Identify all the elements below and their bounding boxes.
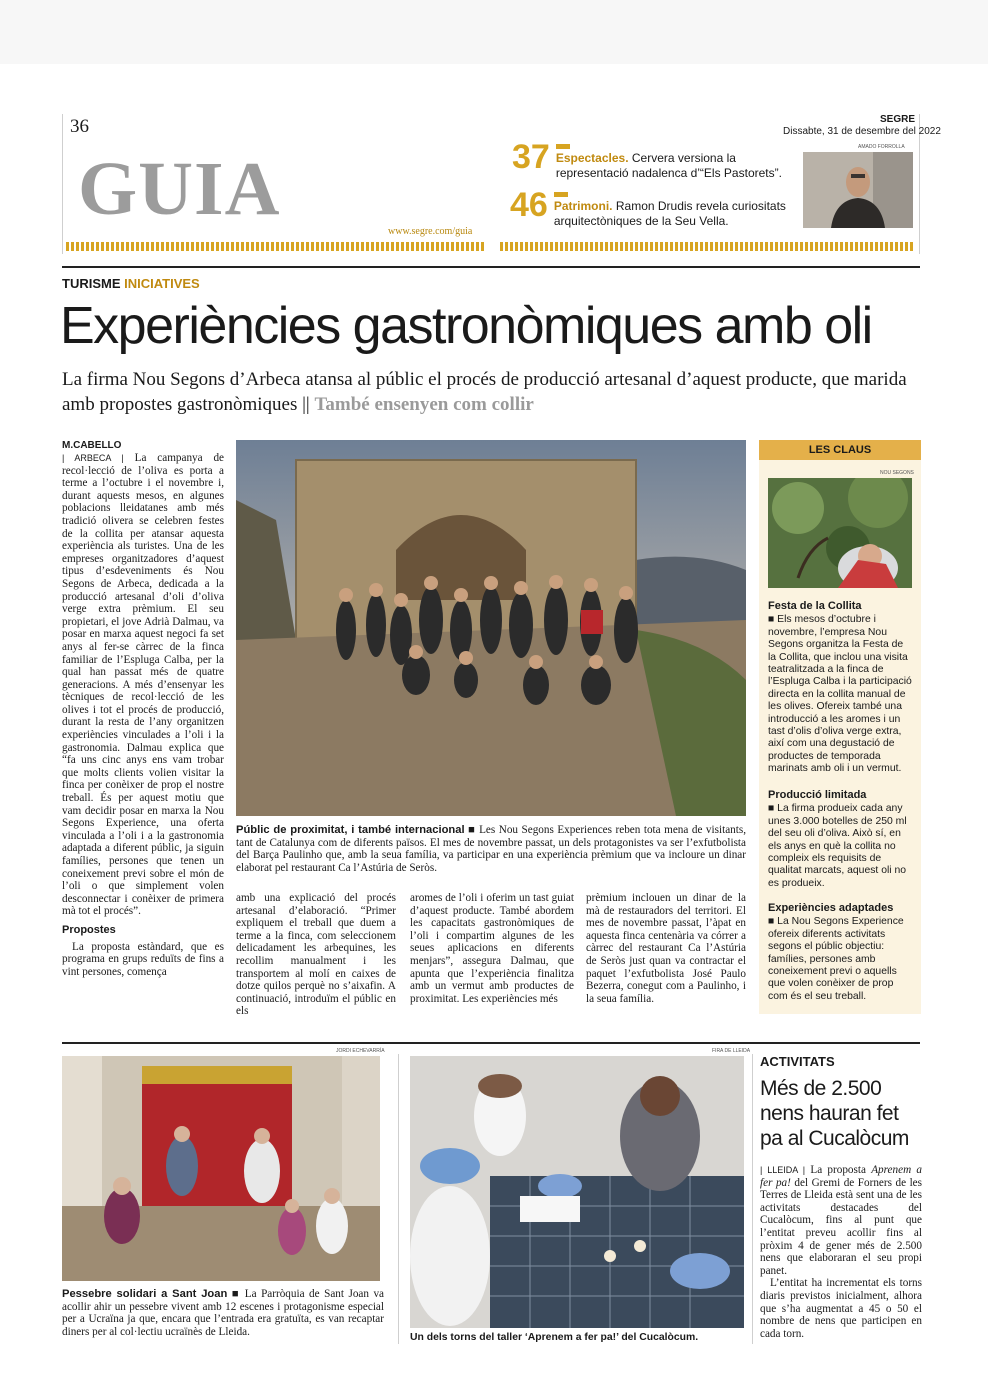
subhead-main: La firma Nou Segons d’Arbeca atansa al públic el procés de producció artesanal d’aquest producte, que marida amb propostes gastronòmiques || (62, 369, 907, 415)
bread-workshop-photo (410, 1056, 744, 1328)
teaser-category: Espectacles. (555, 151, 629, 165)
column-4-text: prèmium inclouen un dinar de la mà de restauradors del territori. El mes de novembre passat, l’àpat en aquesta finca centenària va córrer a càrrec del restaurant Ca l’Astúria de Seròs just quan va contractar el paquet l’exfutbolista José Paulo Bezerra, conegut com a Paulinho, i la seua família. (586, 892, 746, 1005)
sidebar-item-title: Experiències adaptades (768, 902, 894, 914)
teaser-dash (554, 192, 568, 197)
activitats-headline: Més de 2.500 nens hauran fet pa al Cucalòcum (760, 1077, 909, 1150)
activitats-body (760, 1164, 922, 1340)
newspaper-page (0, 64, 988, 1400)
header-frame-left (62, 114, 63, 254)
photo1-caption (62, 1288, 384, 1338)
kicker-topic: INICIATIVES (124, 276, 200, 291)
caption-text: Les Nou Segons Experiences reben tota mena de visitants, tant de Catalunya com de diferents països. El mes de novembre passat, un dels protagonistes va ser l’exfutbolista del Barça Paulinho que, amb la seua família, va participar en una experiència prèmium que va incloure un dinar elaborat pel restaurant Ca l’Astúria de Seròs. (236, 824, 747, 874)
workshop-illustration (410, 1056, 744, 1328)
main-photo (236, 440, 746, 816)
top-margin-band (0, 0, 988, 64)
teaser-page-number: 46 (510, 186, 548, 224)
nativity-photo (62, 1056, 380, 1281)
sidebar-item-title: Festa de la Collita (768, 600, 862, 612)
sidebar-item-text: La Nou Segons Experience ofereix diferents activitats segons el públic objectiu: famílies, persones amb coneixement previ o aquells que volen conèixer de prop com és el seu treball. (768, 916, 904, 1002)
bullet-square: ■ (768, 614, 778, 626)
column-divider (752, 1054, 753, 1344)
olive-harvest-illustration (768, 478, 912, 588)
teaser-dash (556, 144, 570, 149)
subhead-tag: També ensenyen com collir (314, 394, 534, 415)
column-2-text: amb una explicació del procés artesanal d’elaboració. “Primer expliquem el treball que duem a terme a la finca, com seleccionem delicadament les arbequines, les recollim manualment i les transportem al molí en caixes de dotze quilos perquè no s’aixafin. A continuació, introduïm el públic en els (236, 892, 396, 1018)
header-stripe-left (66, 242, 486, 251)
article-column-1 (62, 452, 224, 1022)
article-subhead (62, 367, 922, 417)
header-rule (62, 266, 920, 268)
page-number: 36 (70, 116, 89, 137)
column-1-paragraph-1: La campanya de recol·lecció de l’oliva es porta a terme a l’octubre i el novembre i, durant aquests mesos, en algunes poblacions lleidatanes amb més tradició olivera se celebren festes de la collita per atansar aquesta experiència als turistes. Una de les empreses organitzadores d’aquest tipus d’esdeveniments és Nou Segons de Arbeca, dedicada a la producció artesanal d’oli d’oliva verge extra prèmium. El seu propietari, el jove Adrià Dalmau, va posar en marxa aquest negoci fa set anys al fer-se càrrec de la finca familiar de l’Espluga Calba, per la qual han passat més de quatre generacions. A més d’ensenyar les tècniques de recol·lecció de les olives i tot el procés de producció, durant la resta de l’any organitzen experiències vinculades a l’oli i la gastronomia. Dalmau explica que “fa uns cinc anys ens vam trobar que molts clients volien visitar la finca per conèixer de prop el nostre treball. És per aquest motiu que vam decidir posar en marxa la Nou Segons Experience, una oferta vinculada a l’oli i a la gastronomia adaptada a diferent públic, ja siguin famílies, persones que tenen un coneixement previ sobre el món de l’oli o que simplement volen desconnectar i conèixer de primera mà tot el procés”. (62, 452, 224, 918)
sidebar-item-text: Els mesos d’octubre i novembre, l’empresa Nou Segons organitza la Festa de la Collita, que inclou una visita teatralitzada a la finca de l’Espluga Calba i la participació directa en la collita manual de les olives. Ofereix també una introducció a les aromes i un tast d’olis d’oliva verge extra, així com una degustació de productes de temporada marinats amb oli i un vermut. (768, 614, 912, 775)
portrait-credit: AMADO FORROLLA (858, 144, 905, 150)
caption-text: La Parròquia de Sant Joan va acollir ahir un pessebre vivent amb 12 escenes i protagonisme especial per a Ucraïna ja que, encara que l’entrada era gratuïta, es van recaptar diners per al col·lectiu ucraïnès de Lleida. (62, 1288, 385, 1338)
section-rule (62, 1042, 920, 1044)
activitats-text-pre: La proposta (810, 1164, 866, 1176)
caption-square: ■ (231, 1288, 241, 1300)
columnist-portrait (803, 152, 913, 228)
activitats-workshop-name: Aprenem a fer pa! (760, 1164, 922, 1189)
sidebar-title: LES CLAUS (759, 440, 921, 460)
sidebar-photo-credit: NOU SEGONS (880, 470, 914, 476)
column-3-text: aromes de l’oli i oferim un tast guiat d’aquest producte. També abordem les capacitats gastronòmiques de l’oli i compartim algunes de les seues aplicacions en diferents menjars”, assegura Dalmau, que apunta que l’experiència finalitza amb un vermut amb productes de proximitat. Les experiències més (410, 892, 574, 1005)
caption-title: Pessebre solidari a Sant Joan (62, 1288, 228, 1300)
teaser-1[interactable] (512, 140, 796, 181)
activitats-kicker: ACTIVITATS (760, 1054, 835, 1069)
header-stripe-right (500, 242, 914, 251)
issue-date: Dissabte, 31 de desembre del 2022 (783, 126, 941, 137)
column-1-paragraph-2: La proposta estàndard, que es programa en grups reduïts de fins a vint persones, comença (62, 940, 224, 978)
sidebar-photo (768, 478, 912, 588)
dateline-place: | ARBECA | (62, 453, 124, 463)
sidebar-item-1 (768, 600, 914, 776)
section-title: GUIA (78, 147, 281, 231)
subhead-propostes: Propostes (62, 923, 116, 936)
teaser-description: Cervera versiona la representació nadalenca d’“Els Pastorets”. (555, 151, 782, 180)
teaser-description: Ramon Drudis revela curiositats arquitectòniques de la Seu Vella. (553, 199, 786, 228)
teaser-category: Patrimoni. (553, 199, 613, 213)
sidebar-item-3 (768, 902, 914, 1003)
photo1-credit: JORDI ECHEVARRÍA (336, 1048, 385, 1054)
bullet-square: ■ (768, 916, 778, 928)
article-kicker (62, 276, 200, 291)
article-column-3 (410, 892, 574, 1005)
photo2-credit: FIRA DE LLEIDA (712, 1048, 751, 1054)
sidebar-item-text: La firma produeix cada any unes 3.000 botelles de 250 ml del seu oli d’oliva. Això sí, en els anys en què la collita no compleix els requisits de qualitat marcats, aquest oli no es produeix. (768, 803, 907, 889)
sidebar-item-2 (768, 789, 914, 890)
teaser-text (556, 151, 796, 181)
nativity-illustration (62, 1056, 380, 1281)
newspaper-name: SEGRE (880, 114, 916, 125)
activitats-paragraph-2: L’entitat ha incrementat els torns diaris previstos inicialment, alhora que s’ha augmentat a 45 o 50 el nombre de nens que participen en cada torn. (760, 1277, 922, 1340)
portrait-illustration (803, 152, 913, 228)
section-url[interactable]: www.segre.com/guia (388, 226, 473, 237)
teaser-page-number: 37 (512, 138, 550, 176)
caption-title: Públic de proximitat, i també internacional (236, 824, 465, 836)
article-headline: Experiències gastronòmiques amb oli (60, 297, 872, 355)
group-photo-illustration (236, 440, 746, 816)
article-column-2 (236, 892, 396, 1018)
dateline-place: | LLEIDA | (760, 1165, 806, 1175)
column-divider (398, 1054, 399, 1344)
kicker-section: TURISME (62, 276, 121, 291)
teaser-2[interactable] (510, 188, 794, 229)
bullet-square: ■ (768, 803, 778, 815)
main-photo-caption (236, 824, 746, 874)
teaser-text (554, 199, 794, 229)
sidebar-item-title: Producció limitada (768, 789, 867, 801)
activitats-text-post: del Gremi de Forners de les Terres de Lleida està sent una de les activitats destacades del Cucalòcum, fins al punt que l’entitat preveu acollir fins al pròxim 4 de gener més de 2.500 nens que elaboraran el seu propi panet. (760, 1176, 923, 1277)
photo2-caption: Un dels torns del taller ‘Aprenem a fer pa!’ del Cucalòcum. (410, 1332, 699, 1343)
byline: M.CABELLO (62, 440, 122, 451)
article-column-4 (586, 892, 746, 1005)
caption-square: ■ (468, 824, 476, 836)
